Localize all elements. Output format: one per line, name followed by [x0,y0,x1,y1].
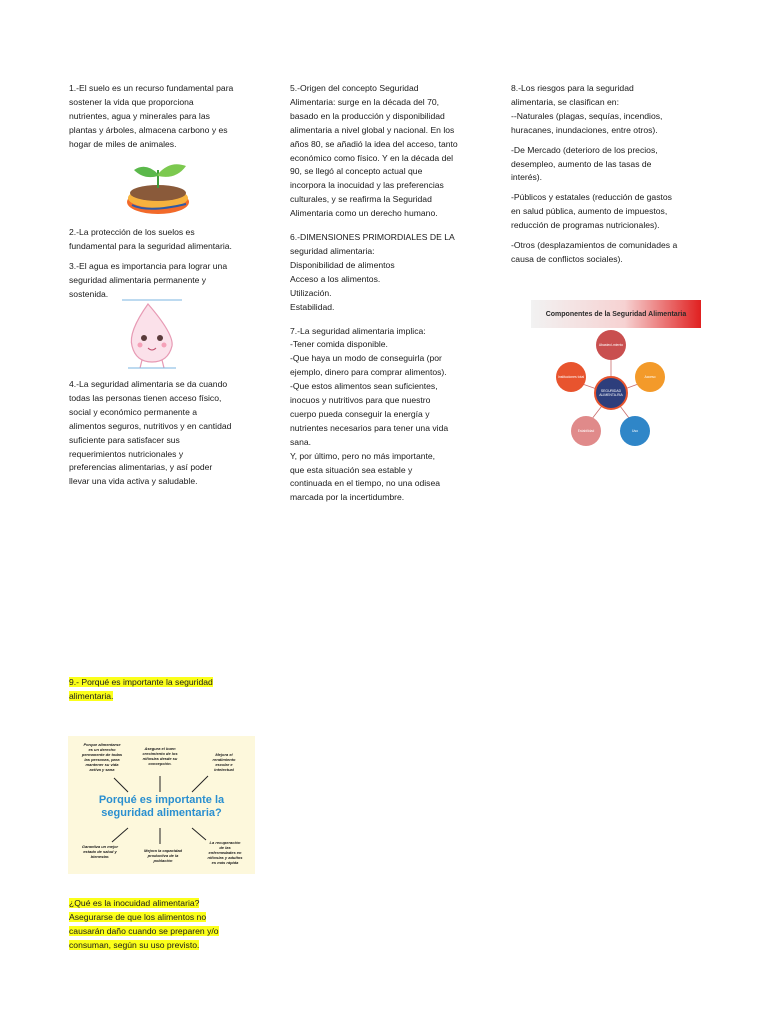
text-line: 8.-Los riesgos para la seguridad [511,83,634,93]
text-line: alimentaria, se clasifican en: [511,96,619,107]
text-line: 3.-El agua es importancia para lograr una [69,260,228,271]
text-line: fundamental para la seguridad alimentaria. [69,240,232,251]
paragraph-8a [511,82,716,138]
text-line: nutrientes, agua y minerales para las [69,110,210,121]
text-line: -Que estos alimentos sean suficientes, [290,381,438,392]
column-1-mid [69,226,274,308]
text-line: plantas y árboles, almacena carbono y es [69,124,228,135]
paragraph-4 [69,378,274,489]
text-line: -Otros (desplazamientos de comunidades a [511,240,678,251]
importance-diagram [68,736,255,874]
text-line: reducción de programas nutricionales). [511,220,660,231]
importance-node-6: La recuperación de las enfermedades en niños/as y adultos es más rápida [207,840,243,865]
component-center: SEGURIDAD ALIMENTA-RIA [594,376,628,410]
text-line: 4.-La seguridad alimentaria se da cuando [69,379,228,389]
text-line: --Naturales (plagas, sequías, incendios, [511,110,663,121]
column-1 [69,82,274,158]
text-line: llevar una vida activa y saludable. [69,476,198,487]
text-line: basado en la producción y disponibilidad [290,110,445,121]
text-line: económico como físico. Y en la década del [290,152,454,163]
paragraph-2 [69,226,274,254]
column-2 [290,82,495,511]
text-line: que esta situación sea estable y [290,464,413,475]
text-line: alimentaria a nivel global y nacional. En los [290,124,455,135]
text-line: 1.-El suelo es un recurso fundamental para [69,83,234,93]
component-bottom-left: Estabilidad [571,416,601,446]
component-bottom-right: Uso [620,416,650,446]
text-line: Alimentaria como un derecho humano. [290,208,438,219]
text-line: cuerpo pueda conseguir la energía y [290,408,430,419]
text-line: Acceso a los alimentos. [290,273,381,284]
text-line: requerimientos nutricionales y [69,448,184,459]
text-line: inocuos y nutritivos para que nuestro [290,395,431,406]
text-line: todas las personas tienen acceso físico, [69,392,222,403]
importance-title: Porqué es importante la seguridad alimentaria? [98,794,225,819]
text-line: sana. [290,436,312,447]
text-line: suficiente para satisfacer sus [69,434,180,445]
paragraph-3 [69,260,274,302]
text-line: alimentos seguros, nutritivos y en cantidad [69,420,232,431]
paragraph-8d [511,239,716,267]
text-line: Utilización. [290,287,332,298]
text-line: incorpora la inocuidad y las preferencias [290,180,444,191]
paragraph-5 [290,82,495,221]
text-line: continuada en el tiempo, no una odisea [290,478,441,489]
text-line: sostener la vida que proporciona [69,96,194,107]
text-line: 2.-La protección de los suelos es [69,227,195,237]
components-title-bar [531,300,701,328]
text-line: desempleo, aumento de las tasas de [511,158,652,169]
text-line: Disponibilidad de alimentos [290,259,395,270]
text-line: años 80, se añadió la idea del acceso, tanto [290,138,458,149]
text-line: Y, por último, pero no más importante, [290,450,436,461]
text-line: alimentaria. [69,690,114,701]
component-right: Acceso [635,362,665,392]
text-line: seguridad alimentaria permanente y [69,274,207,285]
text-line: ejemplo, dinero para comprar alimentos). [290,367,447,378]
text-line: culturales, y se reafirma la Seguridad [290,194,432,205]
paragraph-7 [290,325,495,506]
water-drop-illustration [120,298,184,370]
importance-node-2: Asegura el buen crecimiento de los niños/as desde su concepción. [142,746,178,766]
text-line: Alimentaria: surge en la década del 70, [290,96,440,107]
question-9 [69,676,274,704]
text-line: 6.-DIMENSIONES PRIMORDIALES DE LA [290,232,455,243]
text-line: 7.-La seguridad alimentaria implica: [290,325,426,336]
text-line: marcada por la incertidumbre. [290,492,405,503]
paragraph-6 [290,231,495,314]
text-line: 90, se llegó al concepto actual que [290,166,423,177]
text-line: ¿Qué es la inocuidad alimentaria? [69,898,200,908]
text-line: 9.- Porqué es importante la seguridad [69,677,213,687]
text-line: causa de conflictos sociales). [511,253,623,264]
component-left: Instituciones total [556,362,586,392]
components-diagram [531,300,701,458]
column-1-lower [69,378,274,495]
text-line: causarán daño cuando se preparen y/o [69,925,219,936]
text-line: consuman, según su uso previsto. [69,939,200,950]
text-line: huracanes, inundaciones, entre otros). [511,124,658,135]
text-line: social y económico permanente a [69,406,198,417]
text-line: 5.-Origen del concepto Seguridad [290,83,419,93]
text-line: seguridad alimentaria: [290,245,375,256]
text-line: -Públicos y estatales (reducción de gastos [511,192,672,203]
importance-node-5: Mejora la capacidad productiva de la población [143,848,182,863]
importance-node-3: Mejora el rendimiento escolar e intelectual [212,752,236,772]
components-title: Componentes de la Seguridad Alimentaria [545,310,687,318]
text-line: en salud pública, aumento de impuestos, [511,206,668,217]
text-line: sostenida. [69,288,109,299]
paragraph-8b [511,144,716,186]
importance-node-1: Porque alimentarse es un derecho permanente de todas las personas, para mantener su vida activa y sana [81,742,123,772]
text-line: interés). [511,172,543,183]
column-3 [511,82,716,273]
paragraph-8c [511,191,716,233]
paragraph-1 [69,82,274,152]
text-line: Estabilidad. [290,301,335,312]
plant-soil-illustration [120,158,192,218]
component-top: Abasteci-miento [596,330,626,360]
text-line: -De Mercado (deterioro de los precios, [511,144,658,155]
text-line: preferencias alimentarias, y así poder [69,462,213,473]
text-line: -Que haya un modo de conseguirla (por [290,353,442,364]
text-line: -Tener comida disponible. [290,339,388,350]
text-line: hogar de miles de animales. [69,138,177,149]
text-line: nutrientes necesarios para tener una vida [290,422,449,433]
text-line: Asegurarse de que los alimentos no [69,911,207,922]
importance-node-4: Garantiza un mejor estado de salud y bienestar. [81,844,119,859]
inocuidad-section [69,897,274,953]
